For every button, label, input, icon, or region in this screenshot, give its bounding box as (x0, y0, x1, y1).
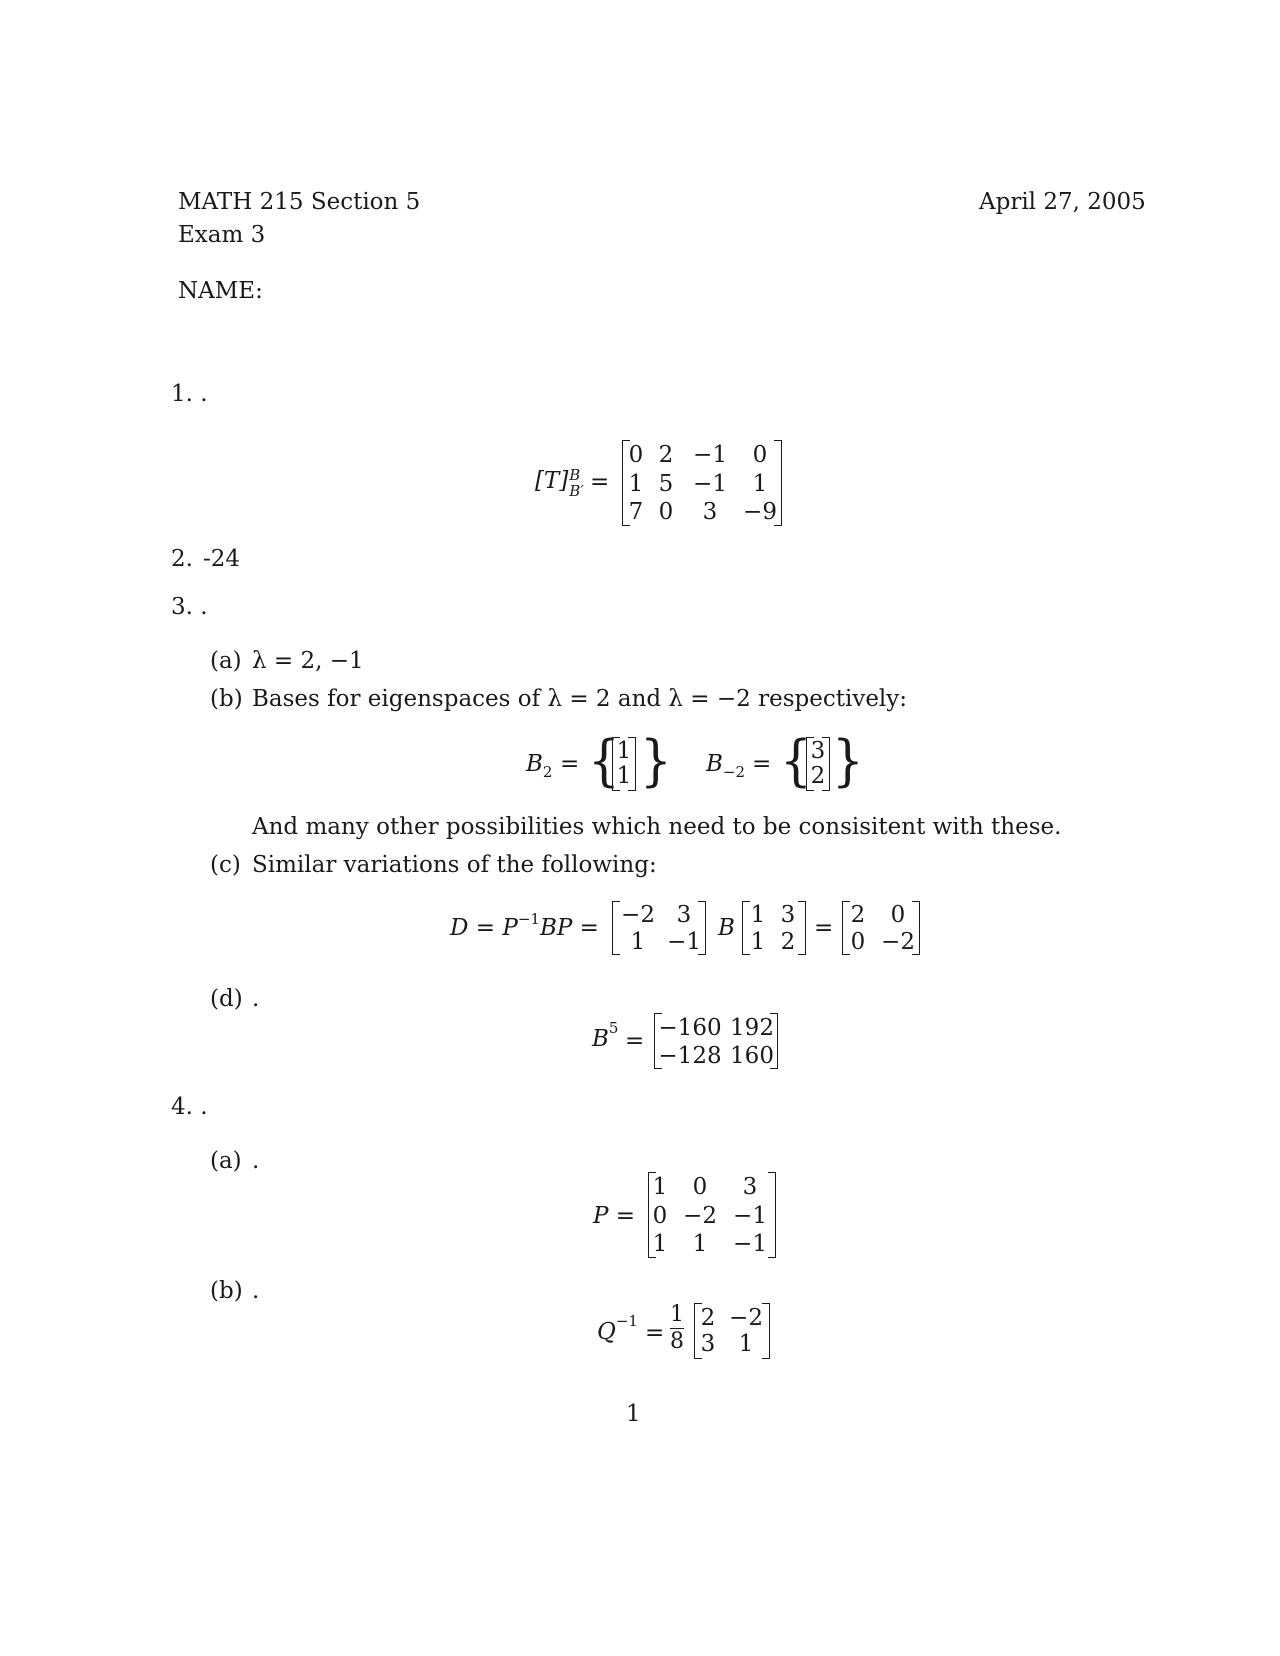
transform-symbol: [T] (535, 468, 569, 494)
matrix-cell: −160 (658, 1015, 722, 1041)
matrix-p-4a (648, 1172, 776, 1258)
matrix-p-label: P = (593, 1203, 636, 1229)
matrix-cell: 1 (652, 1174, 668, 1200)
matrix-cell: 1 (752, 471, 768, 497)
part-4b-label: (b) (210, 1278, 243, 1304)
matrix-cell: 2 (850, 902, 866, 928)
part-3d-dot: . (252, 986, 260, 1012)
matrix-cell: 1 (692, 1231, 708, 1257)
matrix-cell: 0 (890, 902, 906, 928)
part-3a-text: λ = 2, −1 (252, 648, 364, 674)
matrix-cell: 0 (628, 442, 644, 468)
matrix-cell: 2 (658, 442, 674, 468)
matrix-cell: 5 (658, 471, 674, 497)
part-3d-label: (d) (210, 986, 243, 1012)
matrix-cell: −2 (729, 1305, 763, 1331)
exam-date: April 27, 2005 (979, 189, 1146, 215)
matrix-cell: 2 (700, 1305, 716, 1331)
part-4b-dot: . (252, 1278, 260, 1304)
vector-bm2 (806, 737, 830, 791)
fraction-one-eighth: 1 8 (670, 1302, 684, 1354)
problem-2-answer: -24 (203, 546, 241, 572)
problem-3-number: 3. . (171, 594, 208, 620)
matrix-b-symbol: B (718, 915, 735, 941)
matrix-cell: −1 (693, 471, 727, 497)
equals-sign: = (590, 469, 610, 495)
matrix-cell: 2 (810, 763, 826, 789)
name-label: NAME: (178, 278, 263, 304)
matrix-cell: 3 (780, 902, 796, 928)
matrix-cell: 1 (616, 738, 632, 764)
matrix-cell: −9 (743, 499, 777, 525)
diagonalization-lhs: $D = P^{-1}BP$ = (450, 910, 599, 941)
q-inverse-eq: = (645, 1320, 665, 1346)
matrix-cell: 0 (652, 1203, 668, 1229)
part-3b-label: (b) (210, 686, 243, 712)
matrix-cell: 0 (692, 1174, 708, 1200)
matrix-cell: −1 (733, 1203, 767, 1229)
problem-1-number: 1. . (171, 381, 208, 407)
matrix-cell: −2 (881, 929, 915, 955)
b5-label: $B^5$ (592, 1019, 619, 1052)
matrix-cell: 1 (630, 929, 646, 955)
right-brace-icon: } (832, 729, 864, 793)
basis-b2-label: $B_2$ (526, 751, 553, 781)
part-3a-label: (a) (210, 648, 242, 674)
matrix-cell: 3 (810, 738, 826, 764)
transform-matrix-label (535, 466, 588, 500)
part-4a-label: (a) (210, 1148, 242, 1174)
matrix-cell: 3 (702, 499, 718, 525)
course-title: MATH 215 Section 5 (178, 189, 421, 215)
matrix-b5 (654, 1013, 778, 1069)
matrix-cell: −2 (683, 1203, 717, 1229)
matrix-cell: 1 (628, 471, 644, 497)
matrix-cell: 1 (652, 1231, 668, 1257)
part-3b-note: And many other possibilities which need to be consisitent with these. (252, 814, 1062, 840)
matrix-p-inverse (612, 901, 706, 955)
part-4a-dot: . (252, 1148, 260, 1174)
part-3b-text: Bases for eigenspaces of λ = 2 and λ = −2 respectively: (252, 686, 908, 712)
basis-bm2-label: $B_{-2}$ (706, 751, 746, 781)
basis-b2-eq: = (560, 751, 580, 777)
problem-4-number: 4. . (171, 1094, 208, 1120)
matrix-cell: 1 (738, 1331, 754, 1357)
right-brace-icon: } (640, 729, 672, 793)
matrix-cell: 192 (730, 1015, 774, 1041)
matrix-cell: 0 (752, 442, 768, 468)
matrix-cell: 1 (750, 929, 766, 955)
matrix-cell: 3 (742, 1174, 758, 1200)
exam-title: Exam 3 (178, 222, 266, 248)
vector-b2 (612, 737, 636, 791)
matrix-cell: −1 (733, 1231, 767, 1257)
matrix-cell: 2 (780, 929, 796, 955)
transform-sup: B (569, 466, 581, 484)
part-3c-label: (c) (210, 852, 241, 878)
matrix-transform (622, 440, 782, 526)
matrix-cell: 3 (700, 1331, 716, 1357)
b5-eq: = (625, 1028, 645, 1054)
problem-2-number: 2. (171, 546, 193, 572)
transform-sub: B′ (569, 482, 584, 500)
q-inverse-label: $Q^{-1}$ (597, 1312, 638, 1345)
matrix-cell: −1 (693, 442, 727, 468)
left-brace-icon: { (780, 729, 812, 793)
matrix-cell: −1 (667, 929, 701, 955)
matrix-q-inverse (694, 1303, 770, 1359)
matrix-cell: 160 (730, 1043, 774, 1069)
part-3c-text: Similar variations of the following: (252, 852, 657, 878)
diagonalization-eq: = (814, 915, 834, 941)
matrix-d (842, 901, 920, 955)
matrix-cell: 7 (628, 499, 644, 525)
matrix-cell: −128 (658, 1043, 722, 1069)
matrix-p (742, 901, 806, 955)
matrix-cell: 0 (658, 499, 674, 525)
matrix-cell: 1 (750, 902, 766, 928)
matrix-cell: −2 (621, 902, 655, 928)
matrix-cell: 3 (676, 902, 692, 928)
matrix-cell: 1 (616, 763, 632, 789)
left-brace-icon: { (588, 729, 620, 793)
basis-bm2-eq: = (752, 751, 772, 777)
page-number: 1 (626, 1401, 641, 1427)
matrix-cell: 0 (850, 929, 866, 955)
